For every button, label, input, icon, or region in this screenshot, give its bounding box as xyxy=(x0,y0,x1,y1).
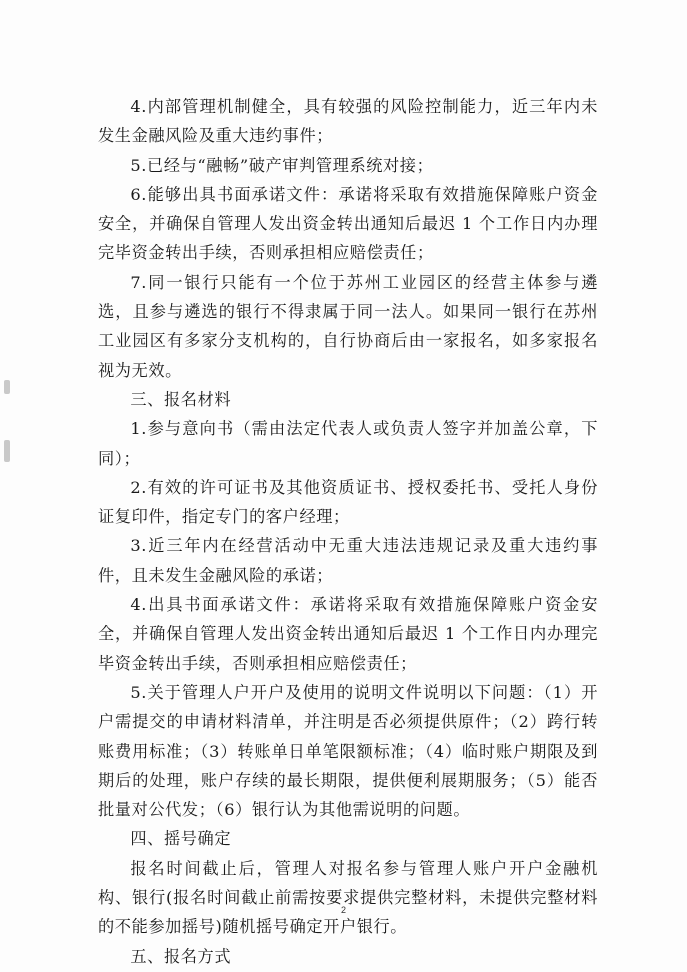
paragraph-lottery-procedure: 报名时间截止后，管理人对报名参与管理人账户开户金融机构、银行(报名时间截止前需按要求提供完整材料，未提供完整材料的不能参加摇号)随机摇号确定开户银行。 xyxy=(98,858,598,937)
paragraph-material-2-licenses: 2.有效的许可证书及其他资质证书、授权委托书、受托人身份证复印件，指定专门的客户经理； xyxy=(98,477,598,527)
paragraph-material-3-no-violations: 3.近三年内在经营活动中无重大违法违规记录及重大违约事件，且未发生金融风险的承诺； xyxy=(98,536,598,585)
page-number: 2 xyxy=(340,905,346,915)
scan-artifact xyxy=(4,380,10,394)
section-heading-lottery: 四、摇号确定 xyxy=(130,829,232,849)
paragraph-item-6-written-commitment: 6.能够出具书面承诺文件：承诺将采取有效措施保障账户资金安全，并确保自管理人发出资金转出通知后最迟 1 个工作日内办理完毕资金转出手续，否则承担相应赔偿责任； xyxy=(98,184,598,263)
paragraph-material-4-written-commitment: 4.出具书面承诺文件：承诺将采取有效措施保障账户资金安全，并确保自管理人发出资金转出通知后最迟 1 个工作日内办理完毕资金转出手续，否则承担相应赔偿责任； xyxy=(98,595,598,673)
section-heading-registration-method: 五、报名方式 xyxy=(130,946,232,966)
section-heading-application-materials: 三、报名材料 xyxy=(130,389,232,409)
paragraph-item-4-internal-control: 4.内部管理机制健全，具有较强的风险控制能力，近三年内未发生金融风险及重大违约事件； xyxy=(98,97,598,146)
paragraph-material-5-account-instructions: 5.关于管理人户开户及使用的说明文件说明以下问题：（1）开户需提交的申请材料清单，并注明是否必须提供原件；（2）跨行转账费用标准；（3）转账单日单笔限额标准；（4）临时账户期限及到期后的处理，账户存续的最长期限，提供便利展期服务；（5）能否批量对公代发；（6）银行认为其他需说明的问题。 xyxy=(98,682,598,820)
paragraph-item-5-rongchang-system: 5.已经与“融畅”破产审判管理系统对接； xyxy=(130,155,434,175)
document-body xyxy=(98,92,598,971)
paragraph-material-1-intent-letter: 1.参与意向书（需由法定代表人或负责人签字并加盖公章，下同）； xyxy=(98,419,598,468)
paragraph-item-7-single-bank: 7.同一银行只能有一个位于苏州工业园区的经营主体参与遴选，且参与遴选的银行不得隶属于同一法人。如果同一银行在苏州工业园区有多家分支机构的，自行协商后由一家报名，如多家报名视为无效。 xyxy=(98,272,598,380)
scan-artifact xyxy=(4,440,10,462)
